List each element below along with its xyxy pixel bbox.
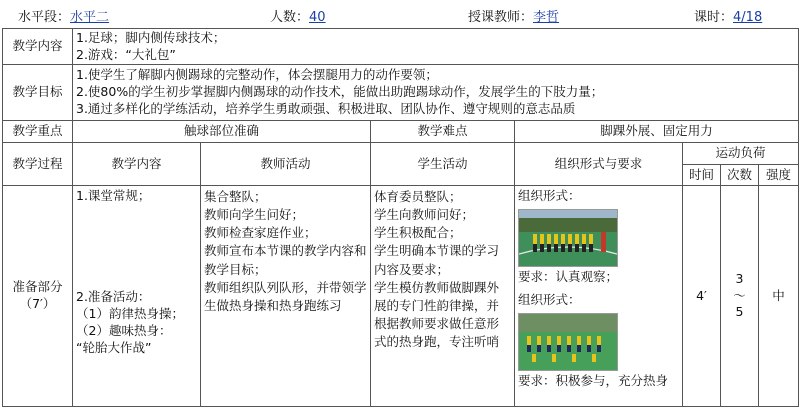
org-label: 组织形式：: [518, 291, 581, 307]
org-label: 组织形式：: [518, 188, 581, 203]
content-item: 2.准备活动：: [76, 288, 151, 304]
col-process: 教学过程: [3, 143, 73, 186]
student-line: 学生积极配合；: [374, 225, 462, 241]
count-max: 5: [735, 304, 744, 320]
lesson-info: 课时：4/18: [694, 10, 763, 25]
lesson-value: 4/18: [733, 10, 763, 25]
col-content: 教学内容: [73, 143, 201, 186]
content-item: 1.课堂常规；: [76, 188, 151, 203]
student-count: 人数：40: [270, 10, 326, 25]
time-value: 4′: [683, 186, 721, 407]
goals-row: [3, 65, 799, 121]
count-cell: [721, 186, 759, 407]
count-min: 3: [735, 270, 744, 286]
content-row: [3, 29, 799, 65]
student-activity-cell: [371, 186, 515, 407]
content-cell: [73, 29, 799, 65]
student-line: 学生向教师问好；: [374, 207, 475, 223]
col-load: 运动负荷: [683, 143, 799, 165]
process-header-row: [3, 143, 799, 165]
goals-label: 教学目标: [3, 65, 73, 121]
org-requirement: 要求：积极参与，充分热身: [518, 372, 669, 388]
count-sep: ～: [733, 287, 746, 303]
content-item: （1）韵律热身操；: [76, 305, 184, 321]
level-info: 水平段：水平二: [18, 10, 110, 25]
col-teacher: 教师活动: [201, 143, 371, 186]
focus-label: 教学重点: [3, 121, 73, 143]
focus-row: [3, 121, 799, 143]
lesson-table: [2, 28, 799, 407]
content-line: 2.游戏：“大礼包”: [76, 46, 176, 62]
teacher-line: 教师组织队列队形，并带领学生做热身操和热身跑练习: [204, 279, 367, 313]
org-requirement: 要求：认真观察；: [518, 268, 619, 284]
prep-label-cell: [3, 186, 73, 407]
level-value: 水平二: [70, 10, 110, 25]
col-org: 组织形式与要求: [515, 143, 683, 186]
prep-minutes: （7′）: [19, 296, 56, 311]
content-item: （2）趣味热身：: [76, 322, 172, 338]
col-count: 次数: [721, 165, 759, 186]
teacher-activity-cell: [201, 186, 371, 407]
prep-label: 准备部分: [12, 279, 63, 295]
class-lineup-photo: [518, 209, 618, 267]
teacher-line: 教师向学生问好；: [204, 207, 305, 223]
student-line: 学生明确本节课的学习内容及要求；: [374, 243, 500, 277]
teacher-line: 集合整队；: [204, 189, 267, 204]
col-student: 学生活动: [371, 143, 515, 186]
difficulty-label: 教学难点: [371, 121, 515, 143]
teacher-value: 李哲: [533, 10, 560, 25]
student-line: 学生模仿教师做脚踝外展的专门性韵律操，并根据教师要求做任意形式的热身跑，专注听哨: [374, 279, 500, 349]
content-item: “轮胎大作战”: [76, 339, 152, 355]
prep-content-cell: [73, 186, 201, 407]
header-bar: [0, 0, 800, 28]
student-line: 体育委员整队；: [374, 189, 462, 204]
teacher-line: 教师宣布本节课的教学内容和教学目标；: [204, 243, 367, 277]
prep-row: [3, 186, 799, 407]
org-cell: [515, 186, 683, 407]
focus-value: 触球部位准确: [73, 121, 371, 143]
col-time: 时间: [683, 165, 721, 186]
count-value: 40: [309, 10, 326, 25]
goal-line: 3.通过多样化的学练活动，培养学生勇敢顽强、积极进取、团队协作、遵守规则的意志品质: [76, 100, 576, 116]
teacher-line: 教师检查家庭作业；: [204, 225, 317, 241]
warmup-activity-photo: [518, 313, 618, 371]
goal-line: 2.使80%的学生初步掌握脚内侧踢球的动作技术，能做出助跑踢球动作，发展学生的下肢力量；: [76, 84, 604, 100]
teacher-info: 授课教师：李哲: [468, 10, 560, 25]
difficulty-value: 脚踝外展、固定用力: [515, 121, 799, 143]
content-line: 1.足球；脚内侧传球技术；: [76, 29, 226, 45]
goals-cell: [73, 65, 799, 121]
intensity-value: 中: [759, 186, 799, 407]
col-intensity: 强度: [759, 165, 799, 186]
content-label: 教学内容: [3, 29, 73, 65]
goal-line: 1.使学生了解脚内侧踢球的完整动作，体会摆腿用力的动作要领；: [76, 67, 438, 83]
